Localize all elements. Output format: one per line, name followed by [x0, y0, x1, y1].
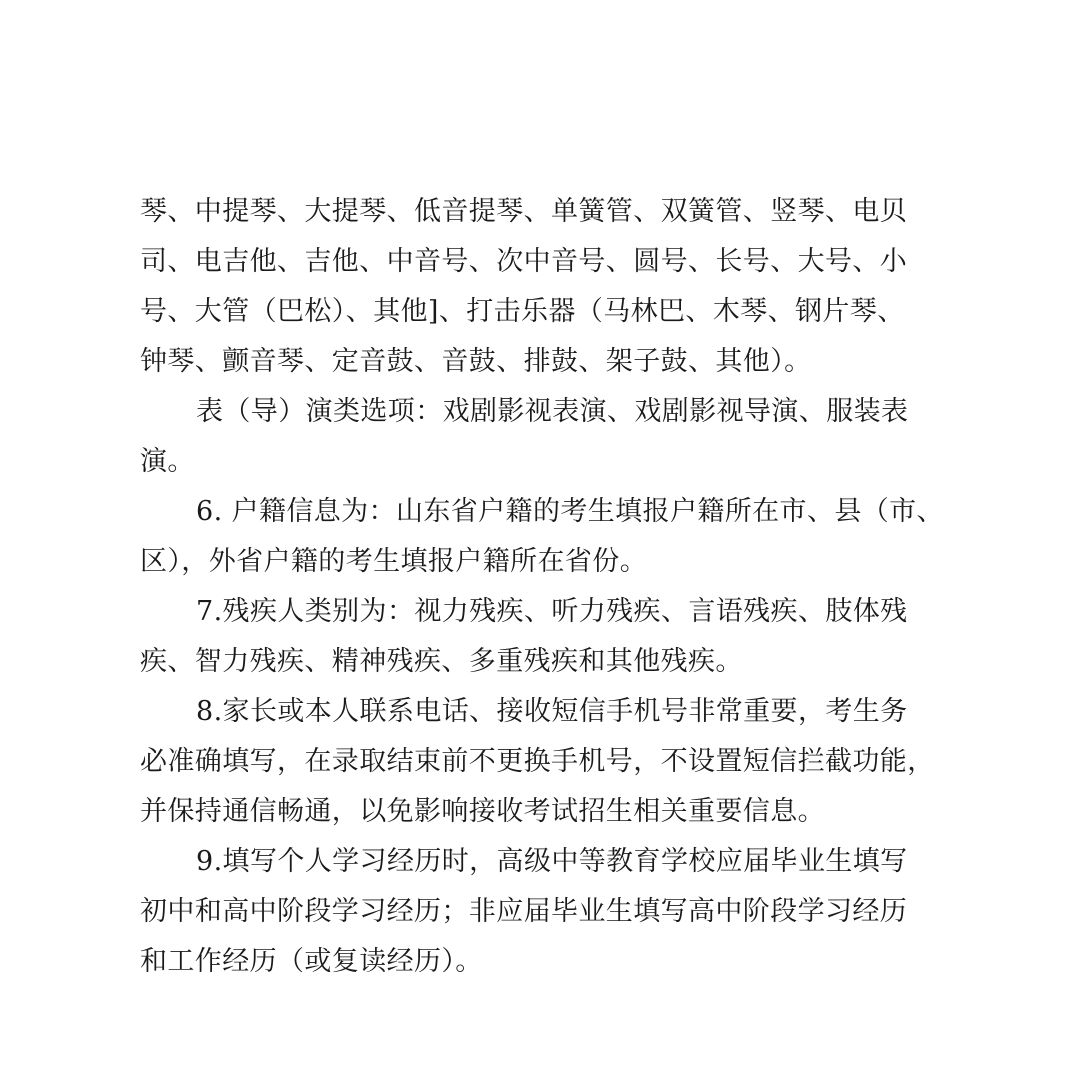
text-line-16: 和工作经历（或复读经历）。 [140, 946, 483, 977]
text-line-12: 必准确填写，在录取结束前不更换手机号，不设置短信拦截功能， [140, 746, 935, 777]
text-line-14: 9.填写个人学习经历时，高级中等教育学校应届毕业生填写 [196, 846, 908, 877]
text-line-1: 琴、中提琴、大提琴、低音提琴、单簧管、双簧管、竖琴、电贝 [140, 196, 908, 227]
text-line-13: 并保持通信畅通，以免影响接收考试招生相关重要信息。 [140, 796, 825, 827]
text-line-2: 司、电吉他、吉他、中音号、次中音号、圆号、长号、大号、小 [140, 246, 908, 277]
document-body [140, 187, 944, 987]
text-line-6: 演。 [140, 446, 195, 477]
text-line-15: 初中和高中阶段学习经历；非应届毕业生填写高中阶段学习经历 [140, 896, 908, 927]
text-line-4: 钟琴、颤音琴、定音鼓、音鼓、排鼓、架子鼓、其他）。 [140, 346, 812, 377]
text-line-9: 7.残疾人类别为：视力残疾、听力残疾、言语残疾、肢体残 [196, 596, 908, 627]
text-line-7: 6. 户籍信息为：山东省户籍的考生填报户籍所在市、县（市、 [196, 496, 944, 527]
text-line-5: 表（导）演类选项：戏剧影视表演、戏剧影视导演、服装表 [196, 396, 909, 427]
text-line-3: 号、大管（巴松）、其他]、打击乐器（马林巴、木琴、钢片琴、 [140, 296, 905, 327]
text-line-10: 疾、智力残疾、精神残疾、多重残疾和其他残疾。 [140, 646, 743, 677]
text-line-8: 区），外省户籍的考生填报户籍所在省份。 [140, 546, 648, 577]
text-line-11: 8.家长或本人联系电话、接收短信手机号非常重要，考生务 [196, 696, 908, 727]
